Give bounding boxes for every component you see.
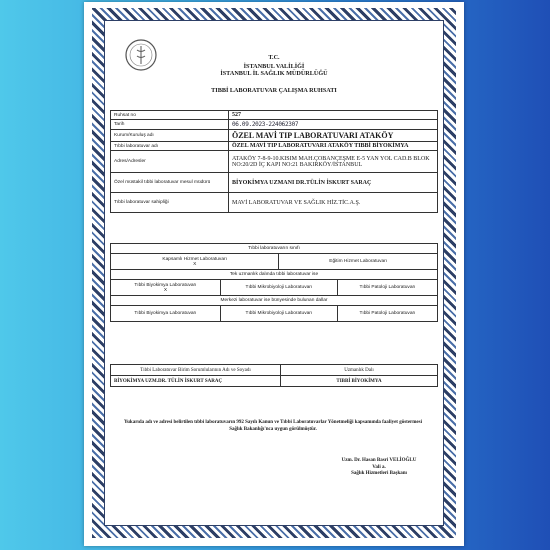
row-label: Tıbbi laboratuvar adı (111, 142, 229, 151)
license-info-table (110, 110, 438, 213)
biyokimya-cell (111, 280, 221, 296)
egitim-label: Eğitim Hizmet Laboratuvarı (279, 254, 438, 270)
resp-branch: TIBBİ BİYOKİMYA (281, 376, 438, 387)
table-row (111, 173, 438, 193)
kapsamli-cell (111, 254, 279, 270)
mikro-label: Tıbbi Mikrobiyoloji Laboratuvarı (220, 280, 337, 296)
row-label: Ruhsat no (111, 111, 229, 120)
table-row (111, 193, 438, 213)
resp-header-branch: Uzmanlık Dalı (281, 365, 438, 376)
signer-name: Uzm. Dr. Hasan Basri VELİOĞLU (341, 458, 417, 463)
row-label: Adres/Adresler (111, 151, 229, 173)
header-tc: T.C. (268, 54, 280, 61)
document-title: TIBBİ LABORATUVAR ÇALIŞMA RUHSATI (211, 87, 337, 94)
table-row (111, 120, 438, 130)
row-value: BİYOKİMYA UZMANI DR.TÜLİN İSKURT SARAÇ (229, 173, 438, 193)
kapsamli-label: Kapsamlı Hizmet Laboratuvarı (162, 256, 227, 262)
responsible-table (110, 364, 438, 387)
row-value: ATAKÖY 7-8-9-10.KISIM MAH.ÇOBANÇEŞME E-5 YAN YOL CAD.B BLOK NO:20/2D İÇ KAPI NO:21 BAKIRKÖY/İSTANBUL (229, 151, 438, 173)
table-row (111, 296, 438, 306)
table-row (111, 151, 438, 173)
signer-title1: Vali a. (372, 464, 386, 470)
table-row (111, 270, 438, 280)
m-biyokimya-label: Tıbbi Biyokimya Laboratuvarı (111, 306, 221, 322)
lab-class-title: Tıbbi laboratuvarın sınıfı (111, 244, 438, 254)
row-label: Özel müstakil tıbbi laboratuvar mesul müdürü (111, 173, 229, 193)
lab-class-table (110, 243, 438, 322)
patoloji-label: Tıbbi Patoloji Laboratuvarı (337, 280, 437, 296)
table-row (111, 142, 438, 151)
row-value: 527 (229, 111, 438, 120)
table-row (111, 280, 438, 296)
table-row (111, 365, 438, 376)
header-mudurluk: İSTANBUL İL SAĞLIK MÜDÜRLÜĞÜ (220, 70, 328, 77)
table-row (111, 111, 438, 120)
resp-name: BİYOKİMYA UZM.DR. TÜLİN İSKURT SARAÇ (111, 376, 281, 387)
row-label: Kurum/Kuruluş adı (111, 130, 229, 142)
row-label: Tıbbi laboratuvar sahipliği (111, 193, 229, 213)
header-valilik: İSTANBUL VALİLİĞİ (243, 63, 305, 70)
resp-header-name: Tıbbi Laboratuvar Birim Sorumlularının Adı ve Soyadı (111, 365, 281, 376)
tek-title: Tek uzmanlık dalında tıbbi laboratuvar ise (111, 270, 438, 280)
date-handwritten: 06.09.2023-224062307 (229, 120, 438, 130)
signature-block (329, 458, 429, 478)
signer-title2: Sağlık Hizmetleri Başkanı (351, 471, 407, 476)
table-row (111, 306, 438, 322)
table-row (111, 244, 438, 254)
certificate-page (84, 2, 464, 546)
row-value: ÖZEL MAVİ TIP LABORATUVARI ATAKÖY (229, 130, 438, 142)
m-patoloji-label: Tıbbi Patoloji Laboratuvarı (337, 306, 437, 322)
row-value: ÖZEL MAVİ TIP LABORATUVARI ATAKÖY TIBBİ BİYOKİMYA (229, 142, 438, 151)
table-row (111, 376, 438, 387)
table-row (111, 254, 438, 270)
kapsamli-mark: X (193, 261, 197, 267)
m-mikro-label: Tıbbi Mikrobiyoloji Laboratuvarı (220, 306, 337, 322)
merkezi-title: Merkezi laboratuvar ise bünyesinde bulunan dallar (111, 296, 438, 306)
biyokimya-mark: X (163, 287, 168, 293)
biyokimya-label: Tıbbi Biyokimya Laboratuvarı (134, 282, 197, 288)
approval-text: Yukarıda adı ve adresi belirtilen tıbbi laboratuvarın 992 Sayılı Kanun ve Tıbbi Laboratuvarlar Yönetmeliği kapsamında faaliyet göstermesi Sağlık Bakanlığı'nca uygun görülmüştür. (124, 420, 422, 432)
row-value: MAVİ LABORATUVAR VE SAĞLIK HİZ.TİC.A.Ş. (229, 193, 438, 213)
row-label: Tarih (111, 120, 229, 130)
table-row (111, 130, 438, 142)
